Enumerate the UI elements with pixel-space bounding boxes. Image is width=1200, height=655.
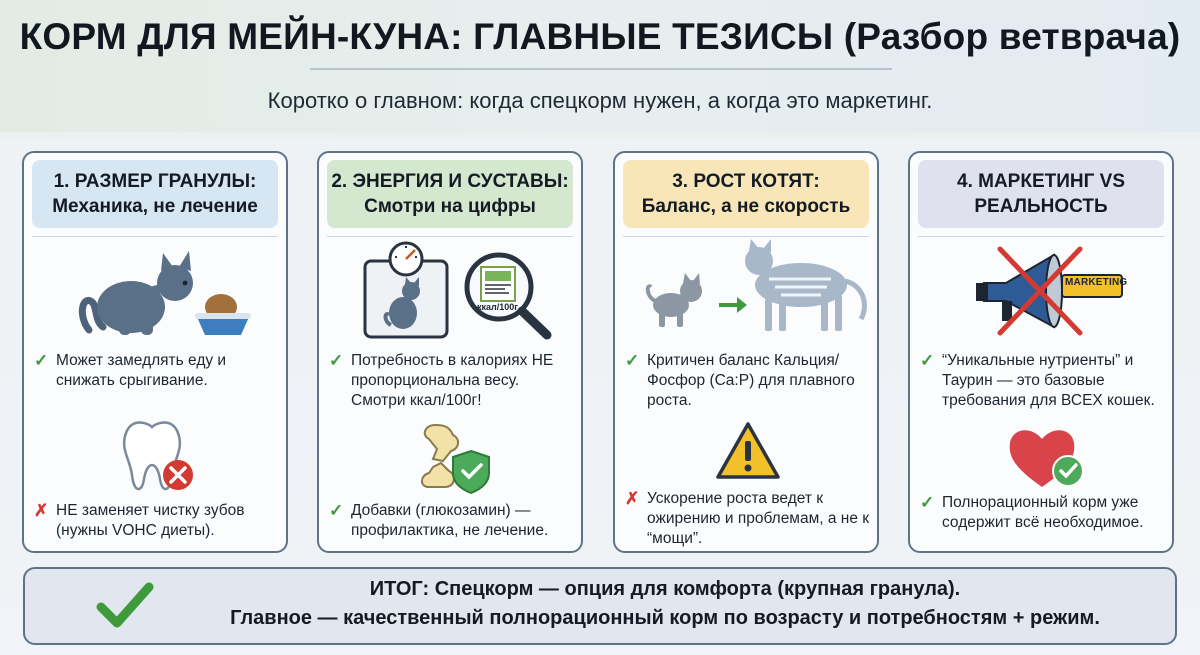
heart-check-icon <box>1006 425 1090 491</box>
cross-icon: ✗ <box>34 501 49 520</box>
scale-magnifier-icon <box>359 241 559 341</box>
warning-icon <box>715 421 781 481</box>
card-granule-size <box>22 151 288 553</box>
marketing-sign-label: MARKETING <box>1065 277 1128 288</box>
summary-box <box>23 567 1177 645</box>
point-2-text: Ускорение роста ведет к ожирению и проблемам, а не к “мощи”. <box>647 490 870 547</box>
card-header-line1: 4. МАРКЕТИНГ VS <box>957 171 1125 192</box>
card-header-line1: 3. РОСТ КОТЯТ: <box>672 171 820 192</box>
tooth-cross-icon <box>118 419 198 497</box>
point-1 <box>625 351 871 411</box>
summary-line-1: ИТОГ: Спецкорм — опция для комфорта (крупная гранула). <box>369 578 961 600</box>
card-header-line1: 2. ЭНЕРГИЯ И СУСТАВЫ: <box>331 171 569 192</box>
card-header <box>32 160 278 228</box>
point-1-text: Потребность в калориях НЕ пропорциональна весу. Смотри ккал/100г! <box>351 352 554 409</box>
point-2-text: Полнорационный корм уже содержит всё необходимое. <box>942 494 1144 531</box>
card-divider <box>918 236 1164 237</box>
card-header <box>327 160 573 228</box>
check-icon: ✓ <box>329 351 344 370</box>
summary-line-2: Главное — качественный полнорационный корм по возрасту и потребностям + режим. <box>230 607 1100 629</box>
title-divider <box>310 68 892 70</box>
check-icon: ✓ <box>329 501 344 520</box>
card-header-line1: 1. РАЗМЕР ГРАНУЛЫ: <box>53 171 257 192</box>
check-icon: ✓ <box>920 493 935 512</box>
card-divider <box>32 236 278 237</box>
card-header-line2: Баланс, а не скорость <box>641 196 851 217</box>
card-header-line2: Смотри на цифры <box>364 196 536 217</box>
card-kitten-growth <box>613 151 879 553</box>
point-1 <box>329 351 575 411</box>
big-check-icon <box>95 579 155 631</box>
point-2-text: НЕ заменяет чистку зубов (нужны VOHC диеты). <box>56 502 245 539</box>
point-1 <box>920 351 1170 411</box>
card-divider <box>327 236 573 237</box>
point-2-text: Добавки (глюкозамин) — профилактика, не лечение. <box>351 502 549 539</box>
check-icon: ✓ <box>920 351 935 370</box>
kitten-to-skeleton-icon <box>645 239 871 339</box>
card-marketing-vs-reality <box>908 151 1174 553</box>
point-1-text: Может замедлять еду и снижать срыгивание. <box>56 352 227 389</box>
card-divider <box>623 236 869 237</box>
point-2 <box>34 501 280 541</box>
kcal-label: ккал/100г <box>477 302 518 312</box>
point-2 <box>920 493 1170 533</box>
point-1-text: Критичен баланс Кальция/Фосфор (Ca:P) для плавного роста. <box>647 352 855 409</box>
cross-icon: ✗ <box>625 489 640 508</box>
card-energy-joints <box>317 151 583 553</box>
cat-eating-bowl-icon <box>79 245 239 340</box>
card-header <box>623 160 869 228</box>
point-1-text: “Уникальные нутриенты” и Таурин — это базовые требования для ВСЕХ кошек. <box>942 352 1155 409</box>
check-icon: ✓ <box>34 351 49 370</box>
point-2 <box>329 501 575 541</box>
page-subtitle: Коротко о главном: когда спецкорм нужен, а когда это маркетинг. <box>267 88 933 113</box>
point-1 <box>34 351 280 391</box>
joint-shield-icon <box>415 421 499 497</box>
card-header-line2: Механика, не лечение <box>52 196 258 217</box>
point-2 <box>625 489 871 549</box>
page-title: КОРМ ДЛЯ МЕЙН-КУНА: ГЛАВНЫЕ ТЕЗИСЫ (Разбор ветврача) <box>19 16 1181 57</box>
card-header <box>918 160 1164 228</box>
megaphone-crossed-icon <box>970 241 1120 341</box>
check-icon: ✓ <box>625 351 640 370</box>
card-header-line2: РЕАЛЬНОСТЬ <box>974 196 1108 217</box>
